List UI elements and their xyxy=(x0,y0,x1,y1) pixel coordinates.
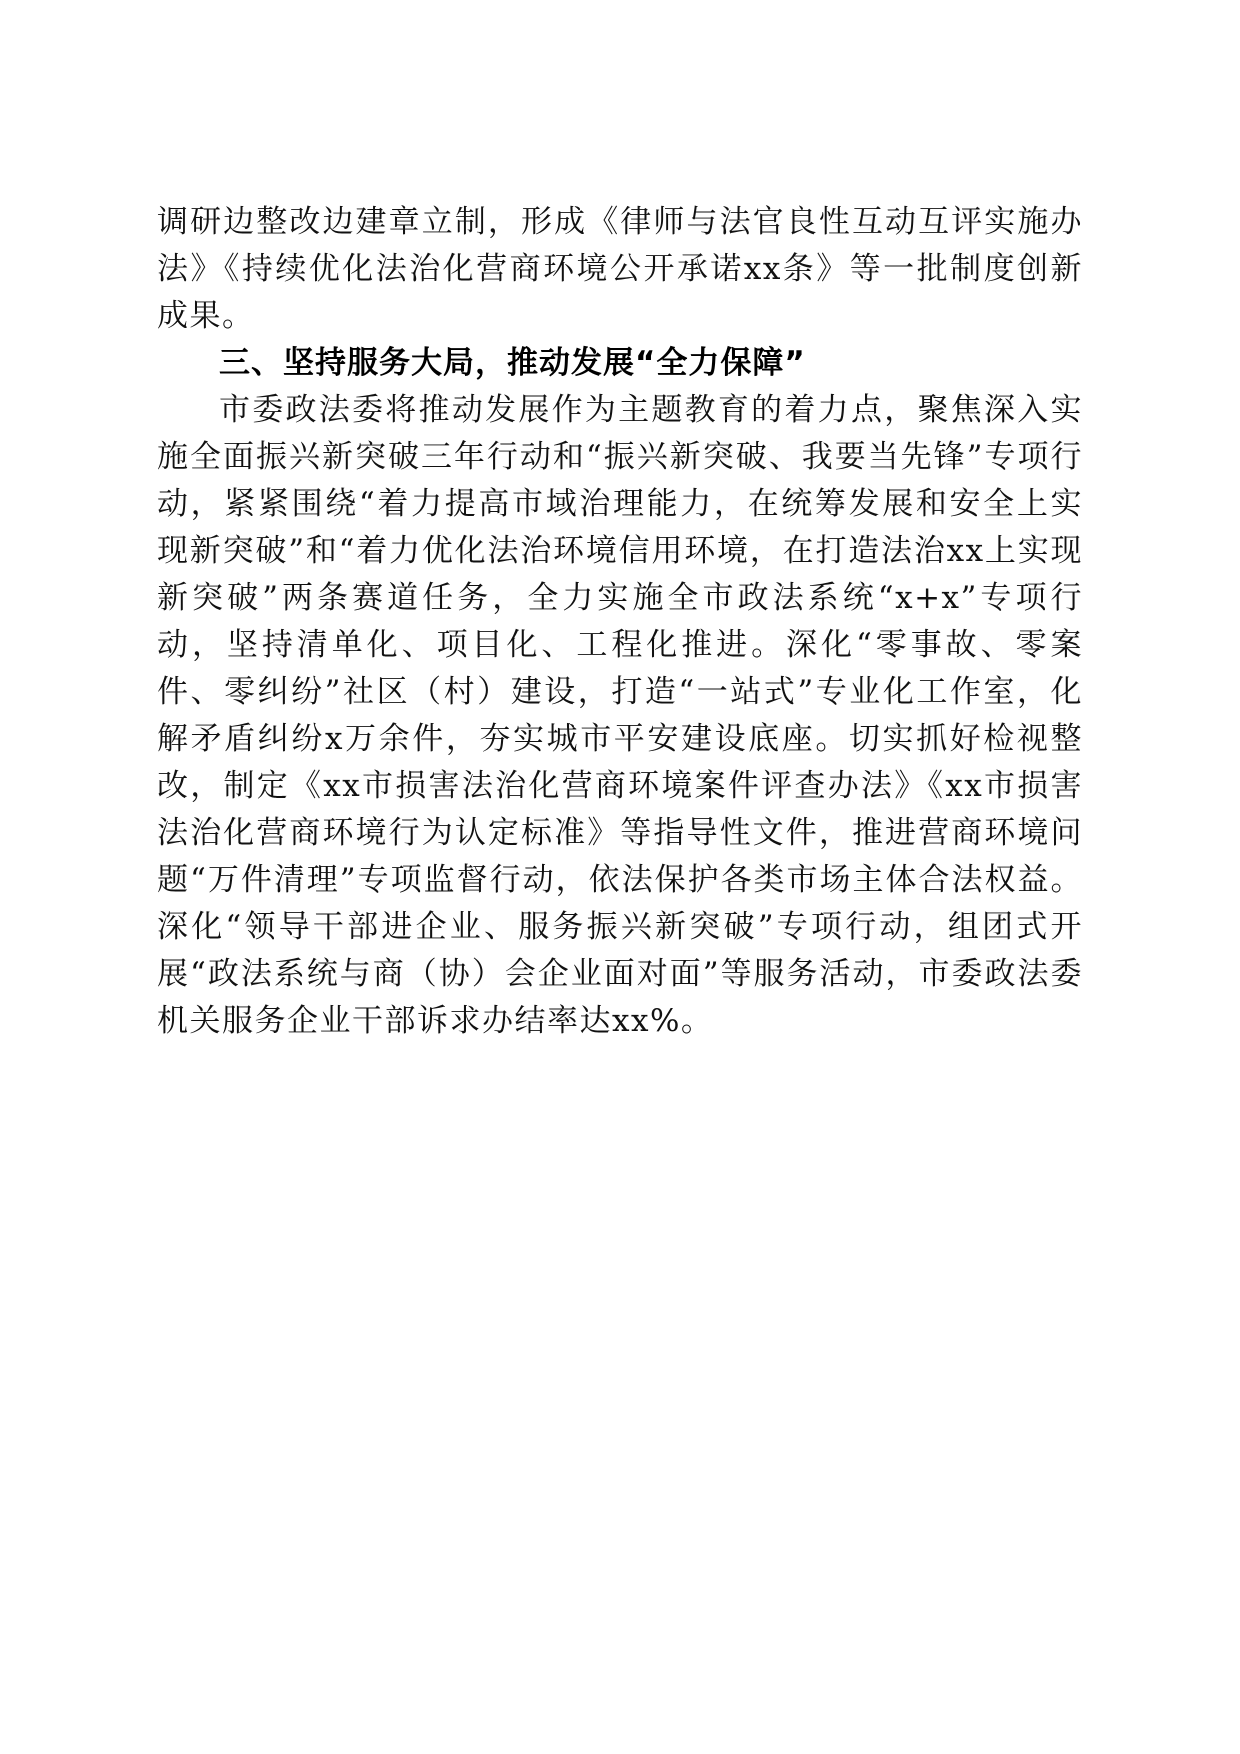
document-body xyxy=(157,199,1083,1045)
paragraph-continuation: 调研边整改边建章立制，形成《律师与法官良性互动互评实施办法》《持续优化法治化营商环境公开承诺xx条》等一批制度创新成果。 xyxy=(157,204,1083,334)
paragraph-body: 市委政法委将推动发展作为主题教育的着力点，聚焦深入实施全面振兴新突破三年行动和“振兴新突破、我要当先锋”专项行动，紧紧围绕“着力提高市域治理能力，在统筹发展和安全上实现新突破”和“着力优化法治环境信用环境，在打造法治xx上实现新突破”两条赛道任务，全力实施全市政法系统“x+x”专项行动，坚持清单化、项目化、工程化推进。深化“零事故、零案件、零纠纷”社区（村）建设，打造“一站式”专业化工作室，化解矛盾纠纷x万余件，夯实城市平安建设底座。切实抓好检视整改，制定《xx市损害法治化营商环境案件评查办法》《xx市损害法治化营商环境行为认定标准》等指导性文件，推进营商环境问题“万件清理”专项监督行动，依法保护各类市场主体合法权益。深化“领导干部进企业、服务振兴新突破”专项行动，组团式开展“政法系统与商（协）会企业面对面”等服务活动，市委政法委机关服务企业干部诉求办结率达xx%。 xyxy=(157,392,1083,1039)
section-heading: 三、坚持服务大局，推动发展“全力保障” xyxy=(219,345,806,381)
